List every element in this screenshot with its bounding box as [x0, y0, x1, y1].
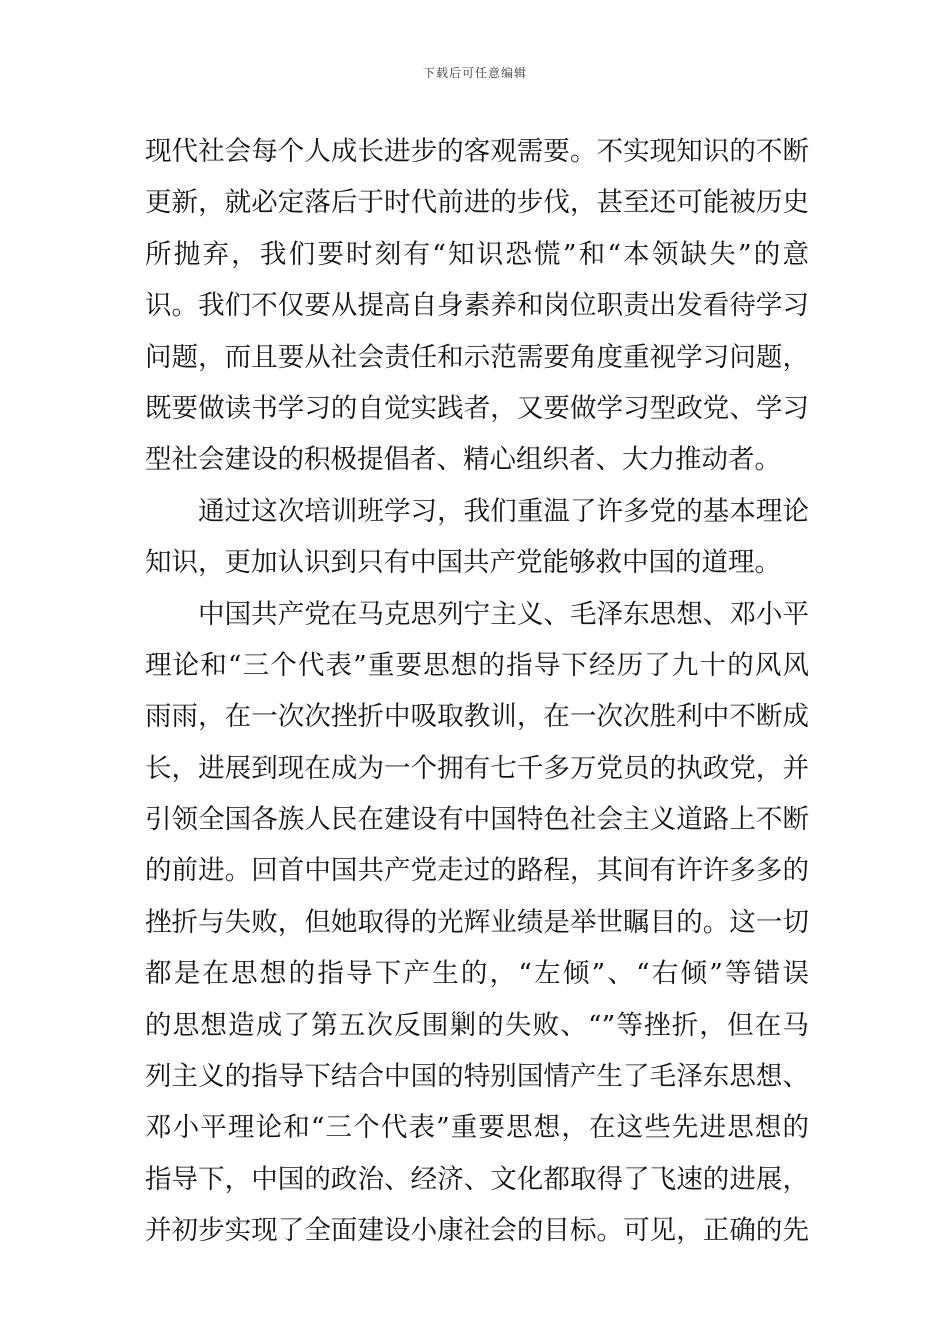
text-line: 的思想造成了第五次反围剿的失败、“”等挫折，但在马 [145, 1009, 809, 1041]
text-line: 通过这次培训班学习，我们重温了许多党的基本理论 [198, 495, 809, 527]
text-line: 邓小平理论和“三个代表”重要思想，在这些先进思想的 [145, 1112, 809, 1144]
text-line: 所抛弃，我们要时刻有“知识恐慌”和“本领缺失”的意 [145, 238, 809, 270]
text-line: 中国共产党在马克思列宁主义、毛泽东思想、邓小平 [198, 598, 809, 630]
text-line: 型社会建设的积极提倡者、精心组织者、大力推动者。 [145, 444, 781, 476]
text-line: 都是在思想的指导下产生的，“左倾”、“右倾”等错误 [145, 958, 809, 990]
text-line: 既要做读书学习的自觉实践者，又要做学习型政党、学习 [145, 392, 809, 424]
text-line: 识。我们不仅要从提高自身素养和岗位职责出发看待学习 [145, 290, 809, 322]
text-line: 现代社会每个人成长进步的客观需要。不实现知识的不断 [145, 136, 809, 167]
paragraph-2 [145, 486, 809, 589]
text-line: 理论和“三个代表”重要思想的指导下经历了九十的风风 [145, 649, 809, 681]
text-line: 更新，就必定落后于时代前进的步伐，甚至还可能被历史 [145, 187, 809, 219]
text-line: 知识，更加认识到只有中国共产党能够救中国的道理。 [145, 547, 781, 579]
text-line: 挫折与失败，但她取得的光辉业绩是举世瞩目的。这一切 [145, 906, 809, 938]
text-line: 引领全国各族人民在建设有中国特色社会主义道路上不断 [145, 804, 809, 836]
document-body [145, 126, 809, 1257]
text-line: 雨雨，在一次次挫折中吸取教训，在一次次胜利中不断成 [145, 701, 809, 733]
text-line: 指导下，中国的政治、经济、文化都取得了飞速的进展， [145, 1163, 809, 1195]
page-header: 下载后可任意编辑 [422, 66, 527, 80]
text-line: 并初步实现了全面建设小康社会的目标。可见，正确的先 [145, 1215, 809, 1247]
text-line: 的前进。回首中国共产党走过的路程，其间有许许多多的 [145, 855, 809, 887]
paragraph-1 [145, 126, 809, 486]
text-line: 长，进展到现在成为一个拥有七千多万党员的执政党，并 [145, 752, 809, 784]
paragraph-3 [145, 589, 809, 1257]
text-line: 问题，而且要从社会责任和示范需要角度重视学习问题， [145, 341, 809, 373]
text-line: 列主义的指导下结合中国的特别国情产生了毛泽东思想、 [145, 1061, 809, 1093]
